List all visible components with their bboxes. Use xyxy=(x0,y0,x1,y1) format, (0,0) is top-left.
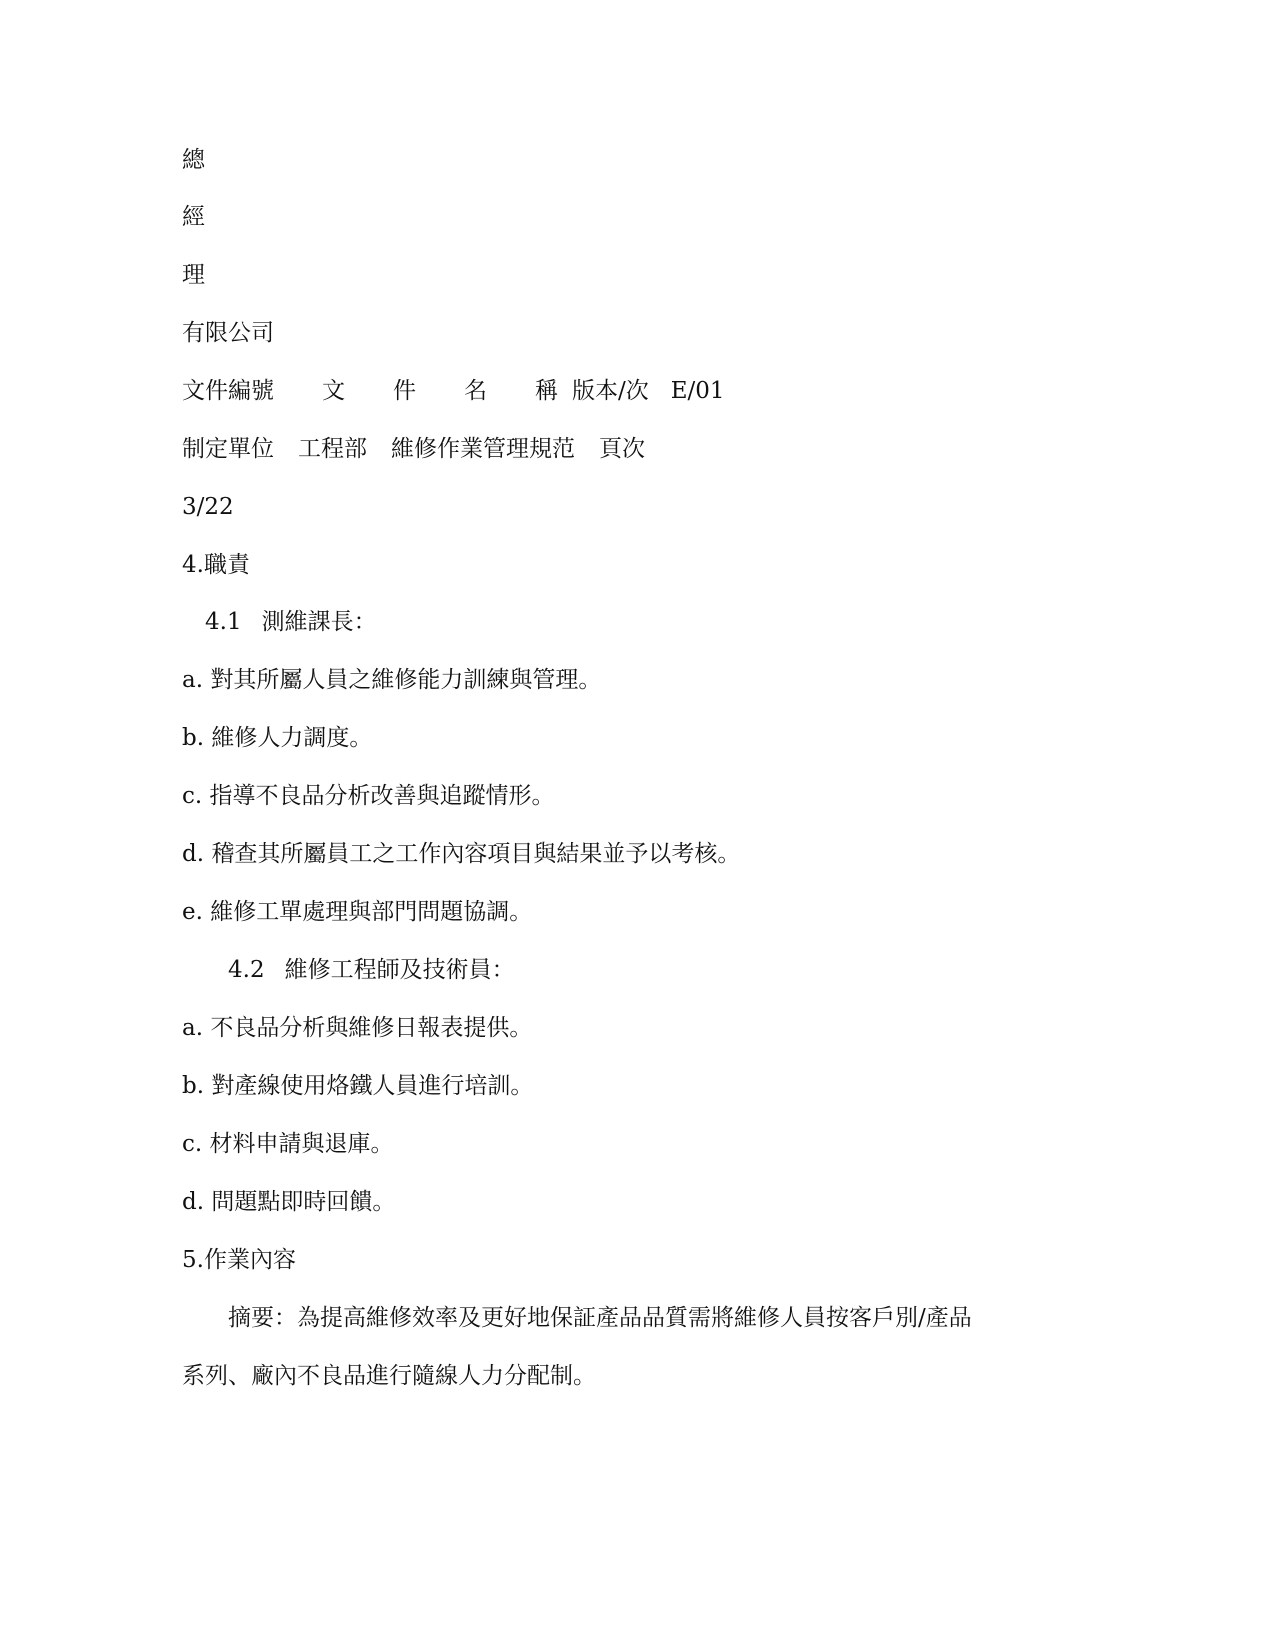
list-item: d. 問題點即時回饋。 xyxy=(182,1189,396,1215)
list-item: a. 不良品分析與維修日報表提供。 xyxy=(182,1015,533,1041)
header-char-zong: 總 xyxy=(182,147,205,173)
list-item: b. 對產線使用烙鐵人員進行培訓。 xyxy=(182,1073,534,1099)
subsection-4-1-heading xyxy=(205,607,377,637)
document-title: 維修作業管理規范 xyxy=(391,436,575,462)
list-item: e. 維修工單處理與部門問題協調。 xyxy=(182,899,533,925)
doc-name-char-1: 文 xyxy=(322,378,345,404)
issuing-unit-label: 制定單位 xyxy=(182,436,274,462)
list-item: c. 材料申請與退庫。 xyxy=(182,1131,394,1157)
doc-info-row-1 xyxy=(182,376,725,406)
header-char-li: 理 xyxy=(182,262,205,288)
version-label: 版本/次 xyxy=(572,378,649,404)
list-item: c. 指導不良品分析改善與追蹤情形。 xyxy=(182,783,555,809)
doc-name-char-3: 名 xyxy=(464,378,487,404)
doc-number-label: 文件編號 xyxy=(182,378,274,404)
subsection-4-1-title: 測維課長： xyxy=(261,609,377,635)
subsection-4-2-number: 4.2 xyxy=(228,957,265,983)
subsection-4-1-number: 4.1 xyxy=(205,609,242,635)
company-name: 有限公司 xyxy=(182,320,274,346)
header-char-jing: 經 xyxy=(182,204,205,230)
section-5-heading: 5.作業內容 xyxy=(182,1247,296,1273)
summary-paragraph-line-1: 摘要：為提高維修效率及更好地保証產品品質需將維修人員按客戶別/產品 xyxy=(228,1305,972,1331)
page-number: 3/22 xyxy=(182,494,234,520)
doc-info-row-2 xyxy=(182,434,645,464)
doc-name-char-2: 件 xyxy=(393,378,416,404)
subsection-4-2-title: 維修工程師及技術員： xyxy=(284,957,515,983)
list-item: d. 稽查其所屬員工之工作內容項目與結果並予以考核。 xyxy=(182,841,741,867)
summary-paragraph-line-2: 系列、廠內不良品進行隨線人力分配制。 xyxy=(182,1363,596,1389)
issuing-unit-value: 工程部 xyxy=(298,436,367,462)
list-item: a. 對其所屬人員之維修能力訓練與管理。 xyxy=(182,667,602,693)
section-4-heading: 4.職責 xyxy=(182,552,250,578)
list-item: b. 維修人力調度。 xyxy=(182,725,373,751)
page-label: 頁次 xyxy=(599,436,645,462)
version-value: E/01 xyxy=(670,378,725,404)
subsection-4-2-heading xyxy=(228,955,515,985)
doc-name-char-4: 稱 xyxy=(535,378,558,404)
